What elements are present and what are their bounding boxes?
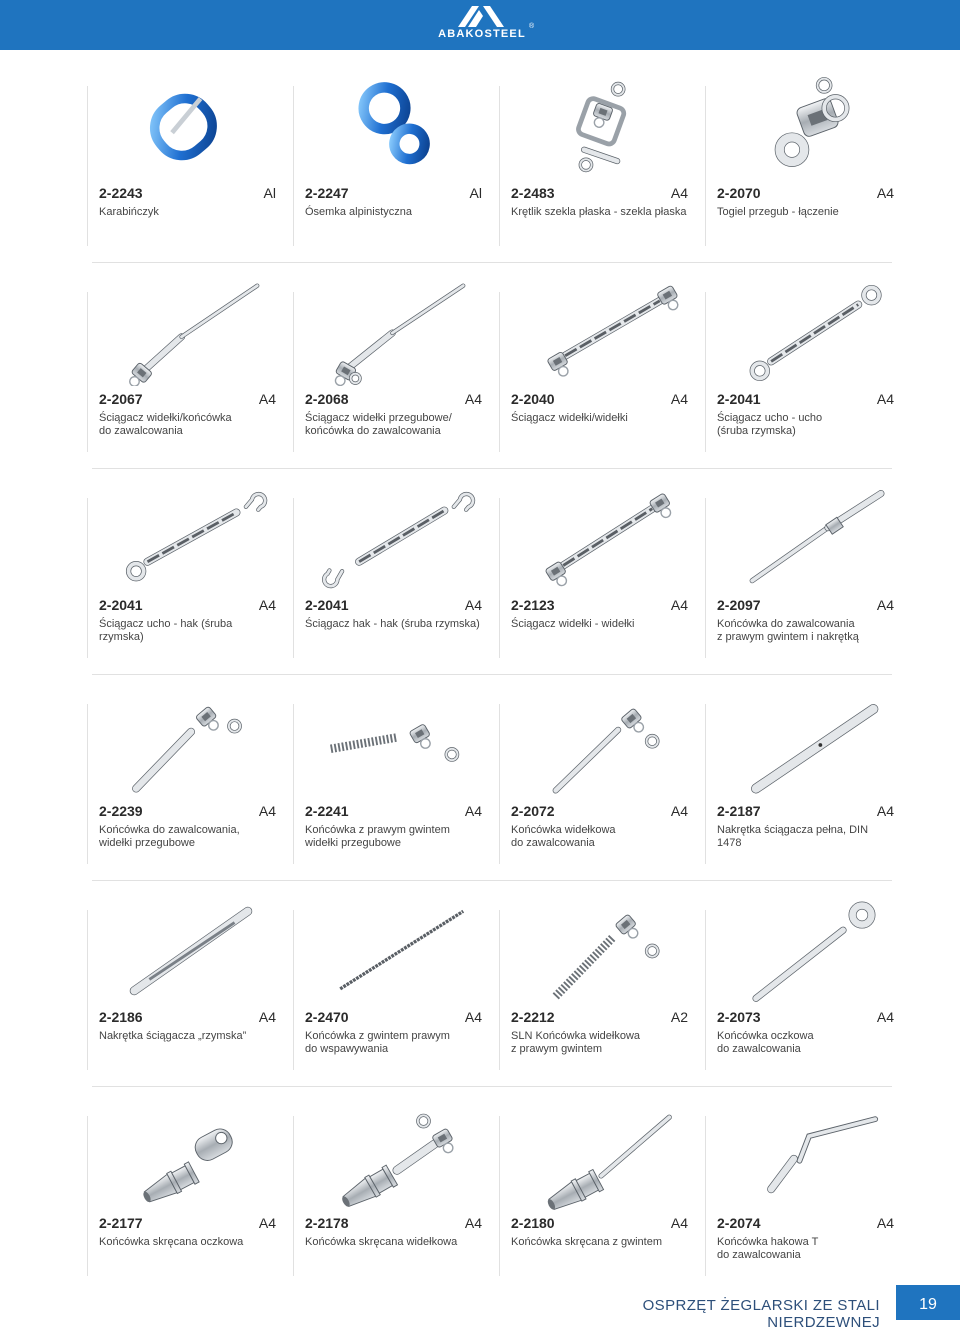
column-divider xyxy=(499,292,500,452)
swage-toggle-fork-image xyxy=(111,692,271,798)
product-card xyxy=(717,686,894,881)
threaded-fork-image xyxy=(523,898,683,1004)
material-grade: A4 xyxy=(670,391,688,407)
column-divider xyxy=(293,1116,294,1276)
product-description: Ściągacz hak - hak (śruba rzymska) xyxy=(305,618,480,630)
column-divider xyxy=(499,86,500,246)
product-card xyxy=(511,480,688,675)
product-card xyxy=(305,480,482,675)
column-divider xyxy=(293,910,294,1070)
column-divider xyxy=(87,1116,88,1276)
product-code: 2-2097 xyxy=(717,597,761,613)
row-divider xyxy=(92,468,892,469)
product-code: 2-2483 xyxy=(511,185,555,201)
page-number: 19 xyxy=(896,1285,960,1320)
product-code: 2-2073 xyxy=(717,1009,761,1025)
material-grade: A4 xyxy=(258,597,276,613)
product-card xyxy=(511,686,688,881)
product-code: 2-2072 xyxy=(511,803,555,819)
product-code: 2-2178 xyxy=(305,1215,349,1231)
row-divider xyxy=(92,674,892,675)
product-description: Ściągacz widełki/końcówka do zawalcowania xyxy=(99,412,232,437)
product-description: Togiel przegub - łączenie xyxy=(717,206,839,218)
product-card xyxy=(99,68,276,263)
product-description: Karabińczyk xyxy=(99,206,159,218)
brand-name: ABAKOSTEEL xyxy=(438,28,526,40)
product-description: Nakrętka ściągacza „rzymska” xyxy=(99,1030,247,1042)
row-divider xyxy=(92,262,892,263)
turnbuckle-eye-hook-image xyxy=(111,486,271,592)
material-grade: A4 xyxy=(464,391,482,407)
product-code: 2-2187 xyxy=(717,803,761,819)
product-description: Końcówka skręcana oczkowa xyxy=(99,1236,244,1248)
product-code: 2-2070 xyxy=(717,185,761,201)
product-description: Ściągacz widełki przegubowe/ końcówka do zawalcowania xyxy=(305,412,452,437)
product-card xyxy=(511,892,688,1087)
column-divider xyxy=(293,292,294,452)
open-turnbuckle-body-image xyxy=(111,898,271,1004)
column-divider xyxy=(499,910,500,1070)
product-description: Końcówka do zawalcowania z prawym gwintem i nakrętką xyxy=(717,618,859,643)
product-description: Ściągacz ucho - ucho (śruba rzymska) xyxy=(717,412,823,437)
product-card xyxy=(305,892,482,1087)
product-description: Końcówka widełkowa do zawalcowania xyxy=(511,824,616,849)
product-description: Końcówka skręcana widełkowa xyxy=(305,1236,458,1248)
column-divider xyxy=(87,910,88,1070)
product-description: Końcówka z prawym gwintem widełki przegubowe xyxy=(305,824,450,849)
material-grade: A4 xyxy=(464,803,482,819)
column-divider xyxy=(705,704,706,864)
column-divider xyxy=(705,498,706,658)
material-grade: A4 xyxy=(670,185,688,201)
product-description: Końcówka skręcana z gwintem xyxy=(511,1236,663,1248)
material-grade: Al xyxy=(263,185,276,201)
product-description: Końcówka do zawalcowania, widełki przegubowe xyxy=(99,824,240,849)
product-code: 2-2239 xyxy=(99,803,143,819)
blue-figure-eight-image xyxy=(317,74,477,180)
column-divider xyxy=(293,704,294,864)
product-card xyxy=(305,1098,482,1293)
column-divider xyxy=(499,704,500,864)
weld-threaded-rod-image xyxy=(317,898,477,1004)
product-card xyxy=(99,686,276,881)
column-divider xyxy=(499,498,500,658)
swivel-shackle-image xyxy=(523,74,683,180)
swage-fork-image xyxy=(523,692,683,798)
product-description: Ściągacz widełki/widełki xyxy=(511,412,628,424)
turnbuckle-toggle-swage-image xyxy=(317,280,477,386)
column-divider xyxy=(705,292,706,452)
column-divider xyxy=(87,292,88,452)
product-card xyxy=(717,274,894,469)
column-divider xyxy=(293,86,294,246)
product-description: Końcówka hakowa T do zawalcowania xyxy=(717,1236,819,1261)
product-code: 2-2041 xyxy=(717,391,761,407)
swage-eye-image xyxy=(729,898,889,1004)
product-card xyxy=(511,1098,688,1293)
column-divider xyxy=(499,1116,500,1276)
row-divider xyxy=(92,1086,892,1087)
tube-turnbuckle-body-image xyxy=(729,692,889,798)
product-code: 2-2041 xyxy=(305,597,349,613)
product-card xyxy=(99,274,276,469)
product-card xyxy=(99,1098,276,1293)
product-code: 2-2186 xyxy=(99,1009,143,1025)
product-code: 2-2241 xyxy=(305,803,349,819)
blue-carabiner-image xyxy=(111,74,271,180)
mechanical-fork-image xyxy=(317,1104,477,1210)
registered-mark: ® xyxy=(529,23,535,30)
product-card xyxy=(717,480,894,675)
product-card xyxy=(717,892,894,1087)
product-code: 2-2074 xyxy=(717,1215,761,1231)
product-description: Ściągacz widełki - widełki xyxy=(511,618,635,630)
product-code: 2-2123 xyxy=(511,597,555,613)
product-description: Krętlik szekla płaska - szekla płaska xyxy=(511,206,687,218)
product-description: Ściągacz ucho - hak (śruba rzymska) xyxy=(99,618,233,643)
product-card xyxy=(305,686,482,881)
product-code: 2-2177 xyxy=(99,1215,143,1231)
material-grade: A4 xyxy=(464,1009,482,1025)
material-grade: A2 xyxy=(670,1009,688,1025)
product-card xyxy=(305,274,482,469)
column-divider xyxy=(705,910,706,1070)
turnbuckle-fork-fork-open-image xyxy=(523,486,683,592)
threaded-toggle-fork-image xyxy=(317,692,477,798)
column-divider xyxy=(87,498,88,658)
row-divider xyxy=(92,880,892,881)
product-code: 2-2247 xyxy=(305,185,349,201)
product-card xyxy=(511,68,688,263)
product-description: Ósemka alpinistyczna xyxy=(305,206,412,218)
product-description: Końcówka z gwintem prawym do wspawywania xyxy=(305,1030,450,1055)
swage-stud-nut-image xyxy=(729,486,889,592)
material-grade: A4 xyxy=(876,391,894,407)
product-code: 2-2067 xyxy=(99,391,143,407)
column-divider xyxy=(705,86,706,246)
product-card xyxy=(99,892,276,1087)
material-grade: A4 xyxy=(670,803,688,819)
material-grade: A4 xyxy=(876,803,894,819)
material-grade: A4 xyxy=(258,1215,276,1231)
material-grade: A4 xyxy=(876,185,894,201)
product-code: 2-2180 xyxy=(511,1215,555,1231)
material-grade: A4 xyxy=(670,1215,688,1231)
material-grade: Al xyxy=(469,185,482,201)
turnbuckle-eye-eye-image xyxy=(729,280,889,386)
turnbuckle-fork-fork-image xyxy=(523,280,683,386)
product-code: 2-2041 xyxy=(99,597,143,613)
column-divider xyxy=(87,704,88,864)
mechanical-eye-image xyxy=(111,1104,271,1210)
product-card xyxy=(511,274,688,469)
material-grade: A4 xyxy=(876,1215,894,1231)
product-card xyxy=(717,68,894,263)
t-hook-swage-image xyxy=(729,1104,889,1210)
material-grade: A4 xyxy=(876,597,894,613)
product-code: 2-2243 xyxy=(99,185,143,201)
material-grade: A4 xyxy=(670,597,688,613)
material-grade: A4 xyxy=(464,1215,482,1231)
material-grade: A4 xyxy=(258,1009,276,1025)
material-grade: A4 xyxy=(464,597,482,613)
mechanical-stud-image xyxy=(523,1104,683,1210)
material-grade: A4 xyxy=(258,803,276,819)
column-divider xyxy=(293,498,294,658)
product-code: 2-2212 xyxy=(511,1009,555,1025)
product-code: 2-2470 xyxy=(305,1009,349,1025)
catalog-section-title: OSPRZĘT ŻEGLARSKI ZE STALI NIERDZEWNEJ xyxy=(642,1297,880,1331)
product-card xyxy=(305,68,482,263)
column-divider xyxy=(705,1116,706,1276)
product-card xyxy=(99,480,276,675)
turnbuckle-fork-swage-image xyxy=(111,280,271,386)
column-divider xyxy=(87,86,88,246)
turnbuckle-hook-hook-image xyxy=(317,486,477,592)
product-description: Nakrętka ściągacza pełna, DIN 1478 xyxy=(717,824,869,849)
material-grade: A4 xyxy=(258,391,276,407)
material-grade: A4 xyxy=(876,1009,894,1025)
product-description: SLN Końcówka widełkowa z prawym gwintem xyxy=(511,1030,641,1055)
product-description: Końcówka oczkowa do zawalcowania xyxy=(717,1030,814,1055)
product-code: 2-2040 xyxy=(511,391,555,407)
toggle-joint-image xyxy=(729,74,889,180)
product-code: 2-2068 xyxy=(305,391,349,407)
product-card xyxy=(717,1098,894,1293)
